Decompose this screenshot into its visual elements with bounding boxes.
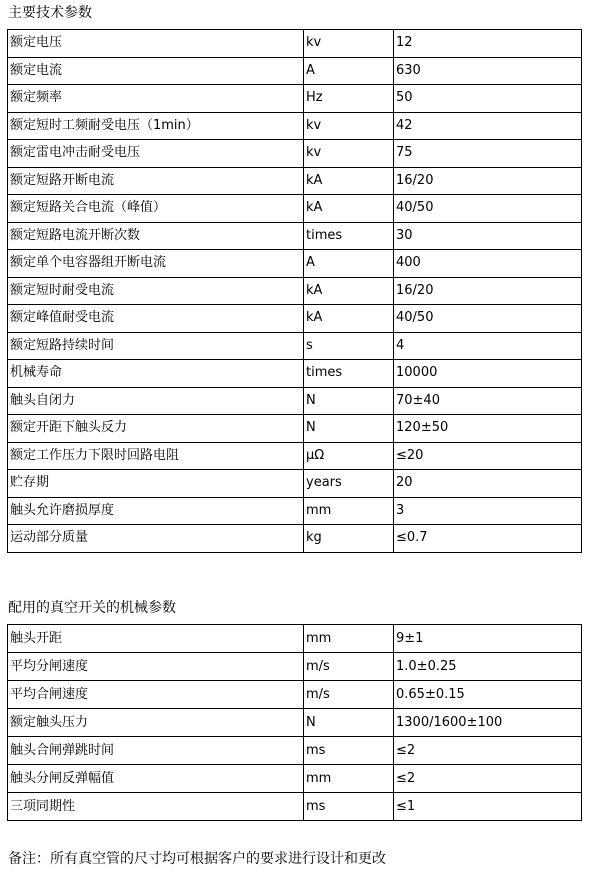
param-name-cell: 触头允许磨损厚度 [8,497,304,525]
unit-cell: kv [304,140,394,168]
table-row [8,360,582,388]
param-name-cell: 平均合闸速度 [8,681,304,709]
value-cell: 40/50 [394,195,582,223]
param-name-cell: 触头开距 [8,625,304,653]
param-name-cell: 额定单个电容器组开断电流 [8,250,304,278]
unit-cell: kA [304,277,394,305]
value-cell: 16/20 [394,277,582,305]
table-row [8,765,582,793]
param-name-cell: 额定短时工频耐受电压（1min） [8,112,304,140]
param-name-cell: 额定触头压力 [8,709,304,737]
value-cell: 10000 [394,360,582,388]
param-name-cell: 额定短路持续时间 [8,332,304,360]
unit-cell: kA [304,167,394,195]
unit-cell: mm [304,497,394,525]
table-row [8,681,582,709]
unit-cell: kg [304,525,394,553]
value-cell: 75 [394,140,582,168]
table-row [8,415,582,443]
param-name-cell: 额定电压 [8,30,304,58]
value-cell: 9±1 [394,625,582,653]
unit-cell: times [304,222,394,250]
param-name-cell: 运动部分质量 [8,525,304,553]
mechanical-params-table [7,624,582,821]
table-row [8,250,582,278]
value-cell: 1.0±0.25 [394,653,582,681]
unit-cell: m/s [304,681,394,709]
table-row [8,709,582,737]
unit-cell: kv [304,112,394,140]
mechanical-params-table-body [8,625,582,821]
table-row [8,140,582,168]
table-row [8,167,582,195]
table-row [8,387,582,415]
value-cell: ≤20 [394,442,582,470]
table-row [8,470,582,498]
unit-cell: N [304,387,394,415]
unit-cell: mm [304,625,394,653]
value-cell: ≤0.7 [394,525,582,553]
value-cell: 3 [394,497,582,525]
param-name-cell: 额定雷电冲击耐受电压 [8,140,304,168]
table-row [8,85,582,113]
table-row [8,332,582,360]
main-specs-table [7,29,582,553]
value-cell: 50 [394,85,582,113]
table-row [8,112,582,140]
value-cell: 120±50 [394,415,582,443]
param-name-cell: 额定电流 [8,57,304,85]
unit-cell: years [304,470,394,498]
unit-cell: mm [304,765,394,793]
value-cell: ≤2 [394,765,582,793]
unit-cell: μΩ [304,442,394,470]
unit-cell: N [304,415,394,443]
param-name-cell: 额定频率 [8,85,304,113]
unit-cell: N [304,709,394,737]
table-row [8,525,582,553]
table-row [8,442,582,470]
value-cell: 4 [394,332,582,360]
value-cell: 630 [394,57,582,85]
param-name-cell: 额定工作压力下限时回路电阻 [8,442,304,470]
footnote: 备注：所有真空管的尺寸均可根据客户的要求进行设计和更改 [8,851,386,867]
table-row [8,737,582,765]
param-name-cell: 额定短时耐受电流 [8,277,304,305]
value-cell: ≤2 [394,737,582,765]
value-cell: 30 [394,222,582,250]
unit-cell: A [304,250,394,278]
table-row [8,305,582,333]
value-cell: 70±40 [394,387,582,415]
param-name-cell: 三项同期性 [8,793,304,821]
unit-cell: ms [304,793,394,821]
value-cell: 16/20 [394,167,582,195]
table-row [8,625,582,653]
unit-cell: kA [304,305,394,333]
value-cell: 400 [394,250,582,278]
unit-cell: m/s [304,653,394,681]
table-row [8,497,582,525]
unit-cell: A [304,57,394,85]
value-cell: ≤1 [394,793,582,821]
param-name-cell: 额定开距下触头反力 [8,415,304,443]
param-name-cell: 额定短路电流开断次数 [8,222,304,250]
param-name-cell: 额定短路关合电流（峰值） [8,195,304,223]
unit-cell: kA [304,195,394,223]
value-cell: 42 [394,112,582,140]
unit-cell: kv [304,30,394,58]
table-row [8,57,582,85]
param-name-cell: 额定短路开断电流 [8,167,304,195]
param-name-cell: 触头自闭力 [8,387,304,415]
unit-cell: ms [304,737,394,765]
value-cell: 12 [394,30,582,58]
param-name-cell: 触头分闸反弹幅值 [8,765,304,793]
value-cell: 1300/1600±100 [394,709,582,737]
table-row [8,222,582,250]
section-title-mechanical-params: 配用的真空开关的机械参数 [8,600,176,616]
table-row [8,793,582,821]
table-row [8,653,582,681]
value-cell: 40/50 [394,305,582,333]
unit-cell: s [304,332,394,360]
param-name-cell: 贮存期 [8,470,304,498]
value-cell: 20 [394,470,582,498]
section-title-main-specs: 主要技术参数 [8,5,92,21]
param-name-cell: 机械寿命 [8,360,304,388]
value-cell: 0.65±0.15 [394,681,582,709]
table-row [8,195,582,223]
unit-cell: times [304,360,394,388]
param-name-cell: 平均分闸速度 [8,653,304,681]
unit-cell: Hz [304,85,394,113]
param-name-cell: 触头合闸弹跳时间 [8,737,304,765]
main-specs-table-body [8,30,582,553]
table-row [8,30,582,58]
param-name-cell: 额定峰值耐受电流 [8,305,304,333]
table-row [8,277,582,305]
